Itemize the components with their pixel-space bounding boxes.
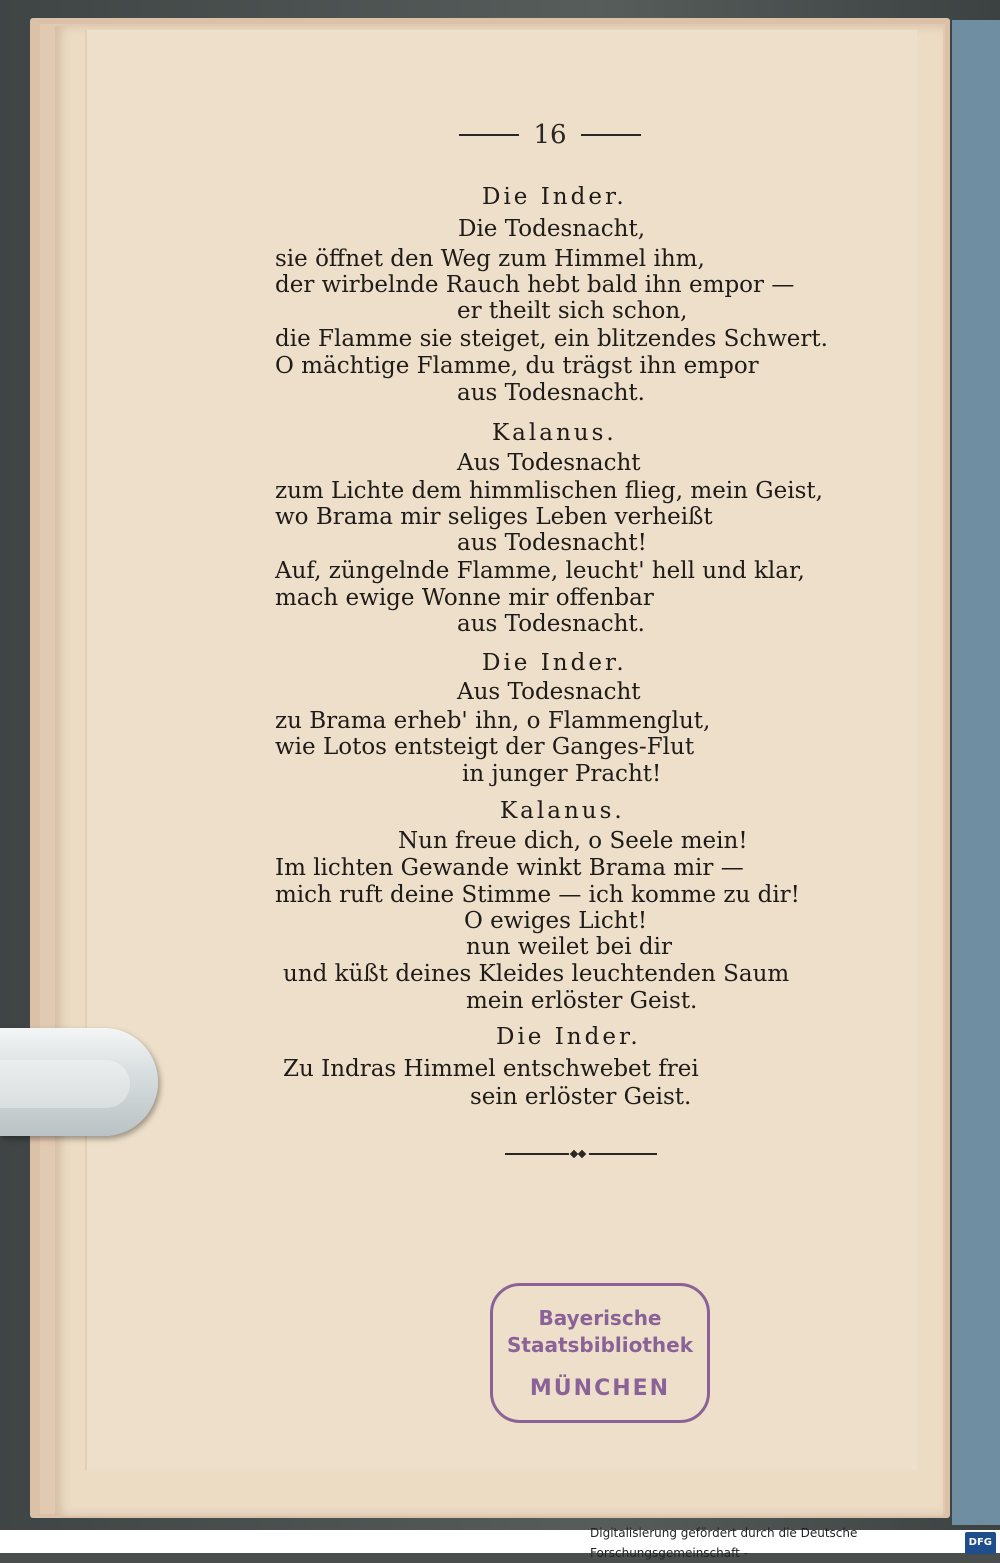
verse-line: Zu Indras Himmel entschwebet frei xyxy=(283,1056,699,1082)
end-ornament xyxy=(505,1150,657,1158)
credit-text: Digitalisierung gefördert durch die Deutsche Forschungsgemeinschaft - xyxy=(590,1526,858,1560)
verse-line: nun weilet bei dir xyxy=(466,934,673,960)
dfg-logo: DFG xyxy=(965,1532,996,1554)
verse-line: Die Todesnacht, xyxy=(458,216,646,242)
verse-line: zum Lichte dem himmlischen flieg, mein Geist, xyxy=(275,478,823,504)
verse-line: mich ruft deine Stimme — ich komme zu dir! xyxy=(275,882,800,908)
verse-line: Aus Todesnacht xyxy=(457,450,641,476)
page-number xyxy=(430,118,670,152)
verse-line: Nun freue dich, o Seele mein! xyxy=(398,828,748,854)
speaker-line: Kalanus. xyxy=(492,420,617,446)
speaker-line: Kalanus. xyxy=(500,798,625,824)
page-number-dash-right xyxy=(581,134,641,136)
verse-line: aus Todesnacht. xyxy=(457,611,645,637)
speaker-line: Die Inder. xyxy=(496,1024,641,1050)
verse-line: O ewiges Licht! xyxy=(464,908,648,934)
page-clip-highlight xyxy=(0,1060,130,1108)
verse-line: und küßt deines Kleides leuchtenden Saum xyxy=(283,961,790,987)
stamp-line-2: Staatsbibliothek xyxy=(506,1333,694,1357)
library-stamp xyxy=(490,1283,710,1423)
speaker-line: Die Inder. xyxy=(482,184,627,210)
verse-line: aus Todesnacht! xyxy=(457,530,647,556)
verse-line: Aus Todesnacht xyxy=(457,679,641,705)
verse-line: die Flamme sie steiget, ein blitzendes Schwert. xyxy=(275,326,828,352)
stamp-line-3: MÜNCHEN xyxy=(529,1376,671,1401)
speaker-line: Die Inder. xyxy=(482,650,627,676)
verse-line: Auf, züngelnde Flamme, leucht' hell und klar, xyxy=(275,558,805,584)
next-page-edge xyxy=(952,20,1000,1525)
ornament-line-left xyxy=(505,1153,569,1155)
verse-line: mach ewige Wonne mir offenbar xyxy=(275,585,654,611)
ornament-diamond xyxy=(578,1150,586,1158)
verse-line: O mächtige Flamme, du trägst ihn empor xyxy=(275,353,759,379)
digitization-credit xyxy=(590,1526,1000,1560)
verse-line: in junger Pracht! xyxy=(462,761,662,787)
verse-line: sein erlöster Geist. xyxy=(470,1084,692,1110)
verse-line: der wirbelnde Rauch hebt bald ihn empor — xyxy=(275,272,795,298)
verse-line: Im lichten Gewande winkt Brama mir — xyxy=(275,855,744,881)
verse-line: mein erlöster Geist. xyxy=(466,988,698,1014)
verse-line: zu Brama erheb' ihn, o Flammenglut, xyxy=(275,708,711,734)
page-number-dash-left xyxy=(459,134,519,136)
page-number-text: 16 xyxy=(533,120,567,150)
stamp-line-1: Bayerische xyxy=(538,1306,662,1330)
verse-line: sie öffnet den Weg zum Himmel ihm, xyxy=(275,246,705,272)
ornament-line-right xyxy=(589,1153,657,1155)
verse-line: aus Todesnacht. xyxy=(457,380,645,406)
verse-line: er theilt sich schon, xyxy=(457,298,688,324)
verse-line: wo Brama mir seliges Leben verheißt xyxy=(275,504,713,530)
verse-line: wie Lotos entsteigt der Ganges-Flut xyxy=(275,734,695,760)
